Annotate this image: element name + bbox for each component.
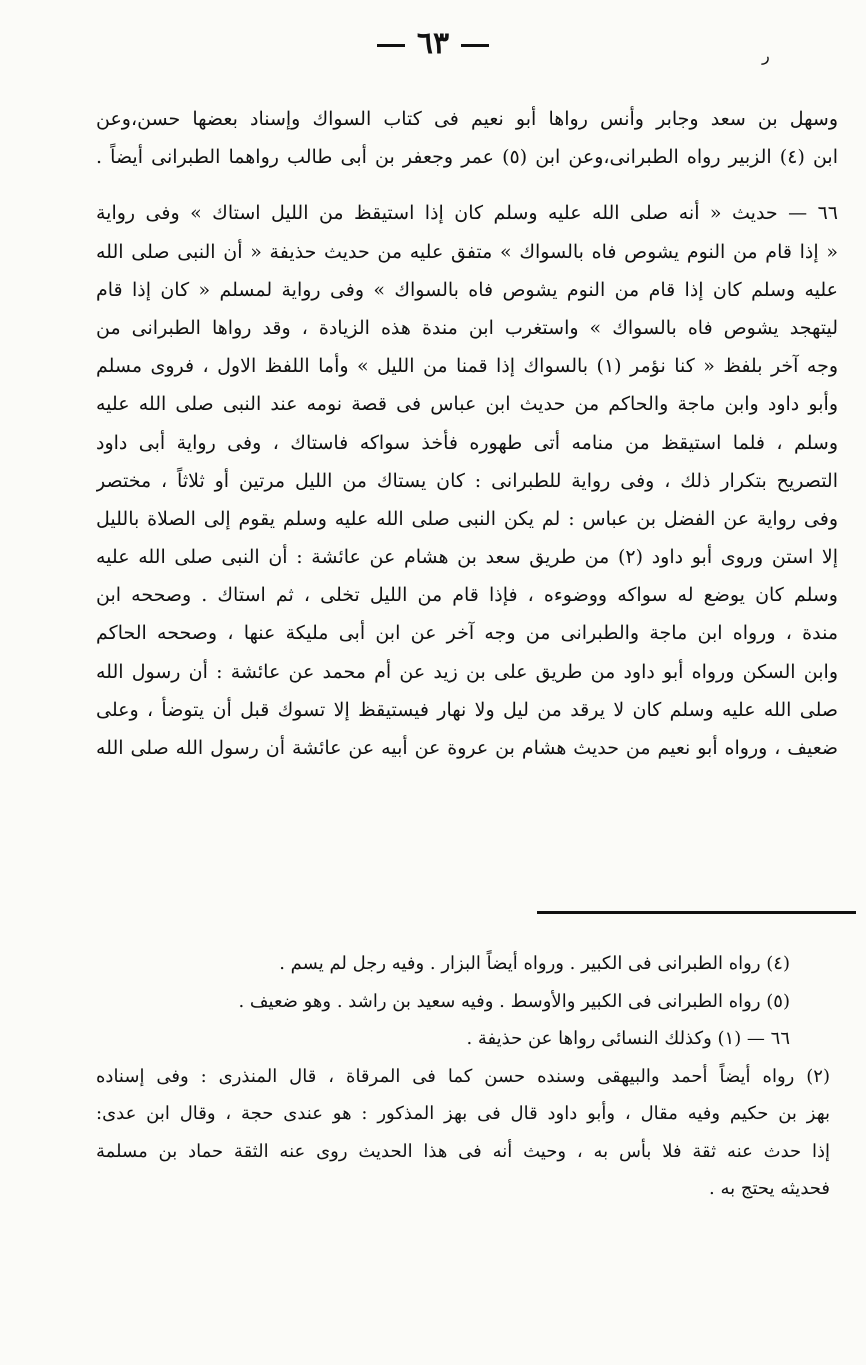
footnote-66-2: (٢) رواه أيضاً أحمد والبيهقى وسنده حسن كما فى المرقاة ، قال المنذرى : وفى إسناده [96, 1065, 830, 1087]
footnote-66-2-end: فحديثه يحتج به . [709, 1178, 830, 1199]
text-line: وسهل بن سعد وجابر وأنس رواها أبو نعيم فى كتاب السواك وإسناد بعضها حسن،وعن [96, 108, 838, 130]
text-line: وابن السكن ورواه أبو داود من طريق على بن زيد عن أم محمد عن عائشة : أن رسول الله [96, 660, 838, 683]
top-mark: ر [762, 46, 770, 65]
footnote-4: (٤) رواه الطبرانى فى الكبير . ورواه أيضاً البزار . وفيه رجل لم يسم . [279, 953, 790, 974]
main-text-body [96, 100, 838, 767]
text-line: وأبو داود وابن ماجة والحاكم من حديث ابن عباس فى قصة نومه عند النبى صلى الله عليه [96, 393, 838, 416]
page-number-dash-left [461, 44, 489, 47]
text-line: التصريح بتكرار ذلك ، وفى رواية للطبرانى : كان يستاك من الليل مرتين أو ثلاثاً ، مختصر [96, 469, 838, 492]
footnote-66-1: ٦٦ — (١) وكذلك النسائى رواها عن حذيفة . [466, 1028, 790, 1049]
footnote-66-2-cont: إذا حدث عنه ثقة فلا بأس به ، وحيث أنه فى هذا الحديث روى عنه الثقة حماد بن مسلمة [96, 1140, 830, 1162]
text-line: عليه وسلم كان إذا قام من النوم يشوص فاه بالسواك » وفى رواية لمسلم « كان إذا قام [96, 278, 838, 301]
paragraph-gap [96, 176, 838, 194]
text-line: ٦٦ — حديث « أنه صلى الله عليه وسلم كان إذا استيقظ من الليل استاك » وفى رواية [96, 202, 838, 225]
text-line: ليتهجد يشوص فاه بالسواك » واستغرب ابن مندة هذه الزيادة ، وقد رواها الطبرانى من [96, 316, 838, 339]
text-line: وجه آخر بلفظ « كنا نؤمر (١) بالسواك إذا قمنا من الليل » وأما اللفظ الاول ، فروى مسلم [96, 355, 838, 378]
text-line: وفى رواية عن الفضل بن عباس : لم يكن النبى صلى الله عليه وسلم يقوم إلى الصلاة بالليل [96, 507, 838, 530]
page-number [0, 26, 866, 61]
text-line: مندة ، ورواه ابن ماجة والطبرانى من وجه آخر عن ابن أبى مليكة عنها ، وصححه الحاكم [96, 622, 838, 645]
text-line: وسلم كان يوضع له سواكه ووضوءه ، فإذا قام من الليل تخلى ، ثم استاك . وصححه ابن [96, 584, 838, 607]
page-number-dash-right [377, 44, 405, 47]
text-line: ضعيف ، ورواه أبو نعيم من حديث هشام بن عروة عن أبيه عن عائشة أن رسول الله صلى الله [96, 737, 838, 759]
text-line: صلى الله عليه وسلم كان لا يرقد من ليل ولا نهار فيستيقظ إلا تسوك قبل أن يتوضأ ، وعلى [96, 698, 838, 721]
page-number-text: ٦٣ [416, 26, 450, 61]
footnotes [96, 945, 830, 1208]
footnote-separator [537, 911, 856, 914]
text-line: ابن (٤) الزبير رواه الطبرانى،وعن ابن (٥) عمر وجعفر بن أبى طالب رواهما الطبرانى أيضاً . [96, 146, 838, 169]
text-line: وسلم ، فلما استيقظ من منامه أتى طهوره فأخذ سواكه فاستاك ، وفى رواية أبى داود [96, 431, 838, 454]
footnote-66-2-cont: بهز بن حكيم وفيه مقال ، وأبو داود قال فى بهز المذكور : هو عندى حجة ، وقال ابن عدى: [96, 1103, 830, 1124]
text-line: « إذا قام من النوم يشوص فاه بالسواك » متفق عليه من حديث حذيفة « أن النبى صلى الله [96, 240, 838, 263]
text-line: إلا استن وروى أبو داود (٢) من طريق سعد بن هشام عن عائشة : أن النبى صلى الله عليه [96, 546, 838, 569]
footnote-5: (٥) رواه الطبرانى فى الكبير والأوسط . وفيه سعيد بن راشد . وهو ضعيف . [238, 990, 790, 1012]
